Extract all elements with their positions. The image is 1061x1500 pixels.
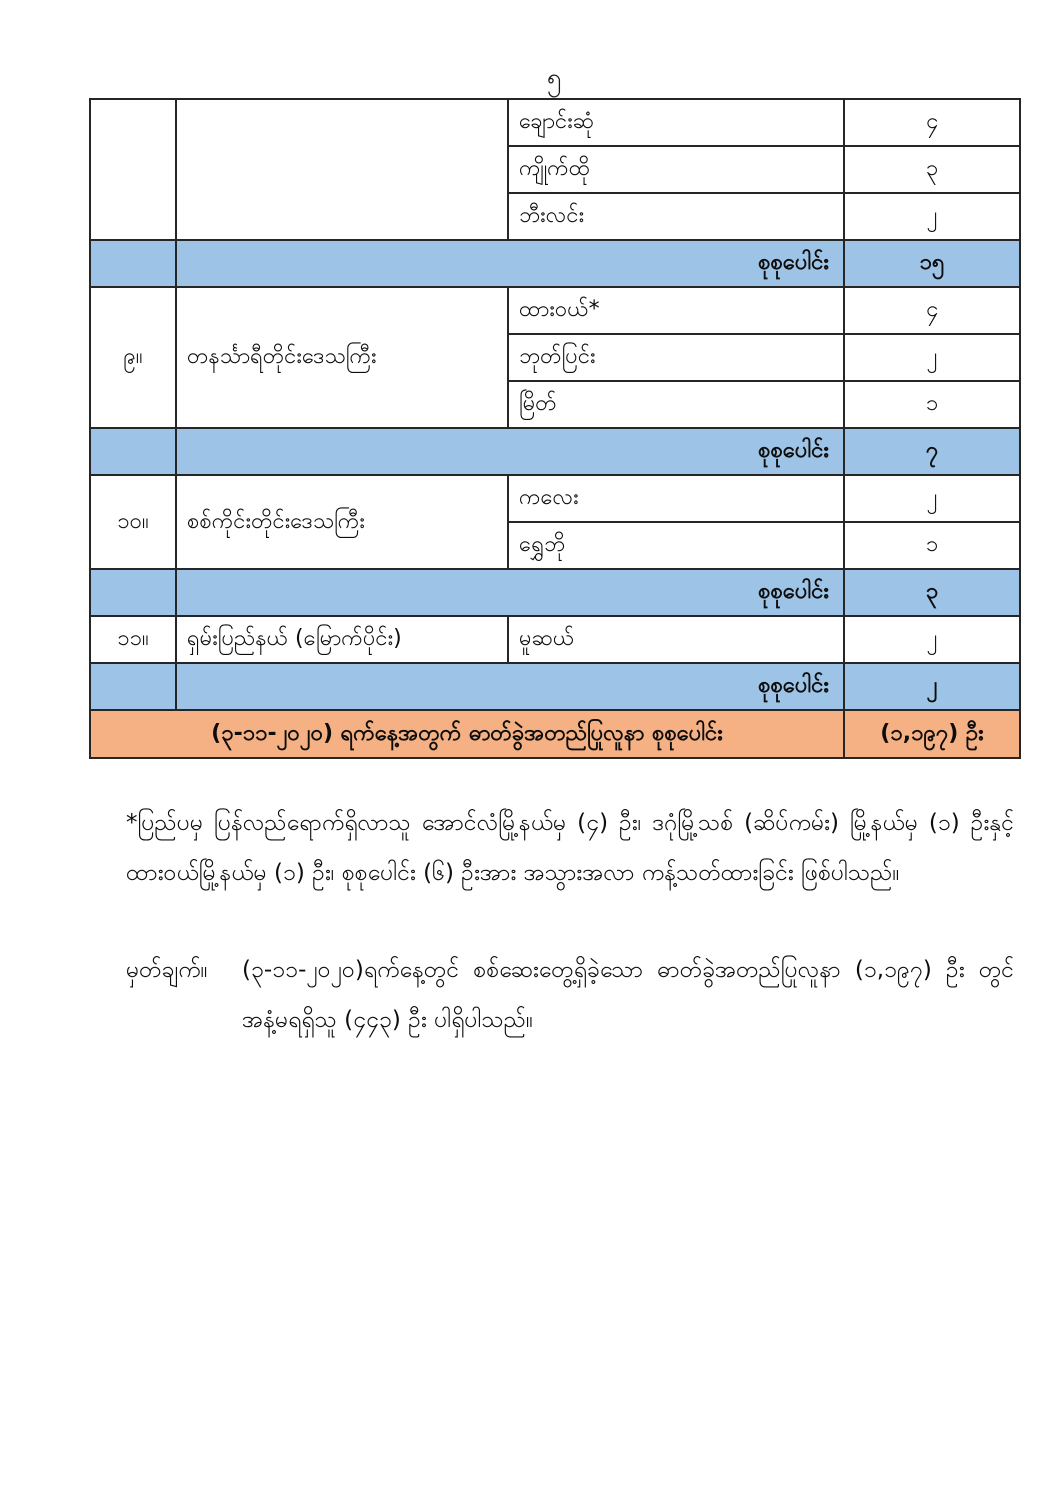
subtotal-label: စုစုပေါင်း: [176, 240, 844, 287]
count-cell: ၁: [844, 381, 1020, 428]
grand-total-label: (၃-၁၁-၂၀၂၀) ရက်နေ့အတွက် ဓာတ်ခွဲအတည်ပြုလူနာ စုစုပေါင်း: [90, 710, 844, 758]
grand-total-row: [90, 710, 1020, 758]
count-cell: ၂: [844, 334, 1020, 381]
table-row: [90, 616, 1020, 663]
count-cell: ၁: [844, 522, 1020, 569]
township-cell: ကလေး: [508, 475, 844, 522]
count-cell: ၂: [844, 616, 1020, 663]
count-cell: ၄: [844, 99, 1020, 146]
remark-label: မှတ်ချက်။: [126, 957, 208, 983]
region-no-cell: ၁၀။: [90, 475, 176, 569]
remark-paragraph: [126, 945, 1014, 1045]
subtotal-label: စုစုပေါင်း: [176, 663, 844, 710]
subtotal-row: [90, 663, 1020, 710]
region-name-cell: [176, 99, 508, 240]
count-cell: ၂: [844, 475, 1020, 522]
subtotal-row: [90, 240, 1020, 287]
township-cell: မြိတ်: [508, 381, 844, 428]
subtotal-spacer-cell: [90, 663, 176, 710]
township-cell: ချောင်းဆုံ: [508, 99, 844, 146]
region-no-cell: ၉။: [90, 287, 176, 428]
grand-total-value: (၁,၁၉၇) ဦး: [844, 710, 1020, 758]
region-no-cell: ၁၁။: [90, 616, 176, 663]
subtotal-spacer-cell: [90, 569, 176, 616]
table-row: [90, 99, 1020, 146]
subtotal-spacer-cell: [90, 240, 176, 287]
count-cell: ၃: [844, 146, 1020, 193]
table-row: [90, 287, 1020, 334]
township-cell: ဘီးလင်း: [508, 193, 844, 240]
subtotal-value: ၇: [844, 428, 1020, 475]
township-cell: ရွှေဘို: [508, 522, 844, 569]
township-cell: မူဆယ်: [508, 616, 844, 663]
covid-case-table: [89, 98, 1021, 759]
region-name-cell: စစ်ကိုင်းတိုင်းဒေသကြီး: [176, 475, 508, 569]
remark-text: (၃-၁၁-၂၀၂၀)ရက်နေ့တွင် စစ်ဆေးတွေ့ရှိခဲ့သော ဓာတ်ခွဲအတည်ပြုလူနာ (၁,၁၉၇) ဦး တွင် အနံ့မရရှိသူ (၄၄၃) ဦး ပါရှိပါသည်။: [242, 957, 1014, 1033]
subtotal-row: [90, 569, 1020, 616]
township-cell: ထားဝယ်*: [508, 287, 844, 334]
subtotal-label: စုစုပေါင်း: [176, 428, 844, 475]
township-cell: ဘုတ်ပြင်း: [508, 334, 844, 381]
subtotal-spacer-cell: [90, 428, 176, 475]
region-name-cell: ရှမ်းပြည်နယ် (မြောက်ပိုင်း): [176, 616, 508, 663]
count-cell: ၂: [844, 193, 1020, 240]
count-cell: ၄: [844, 287, 1020, 334]
page-number: ၅: [546, 63, 562, 93]
footnote-paragraph: *ပြည်ပမှ ပြန်လည်ရောက်ရှိလာသူ အောင်လံမြို့နယ်မှ (၄) ဦး၊ ဒဂုံမြို့သစ် (ဆိပ်ကမ်း) မြို့နယ်မှ (၁) ဦးနှင့် ထားဝယ်မြို့နယ်မှ (၁) ဦး၊ စုစုပေါင်း (၆) ဦးအား အသွားအလာ ကန့်သတ်ထားခြင်း ဖြစ်ပါသည်။: [126, 810, 1014, 886]
subtotal-value: ၃: [844, 569, 1020, 616]
subtotal-value: ၁၅: [844, 240, 1020, 287]
township-cell: ကျိုက်ထို: [508, 146, 844, 193]
subtotal-label: စုစုပေါင်း: [176, 569, 844, 616]
table-row: [90, 475, 1020, 522]
subtotal-row: [90, 428, 1020, 475]
subtotal-value: ၂: [844, 663, 1020, 710]
region-name-cell: တနင်္သာရီတိုင်းဒေသကြီး: [176, 287, 508, 428]
region-no-cell: [90, 99, 176, 240]
